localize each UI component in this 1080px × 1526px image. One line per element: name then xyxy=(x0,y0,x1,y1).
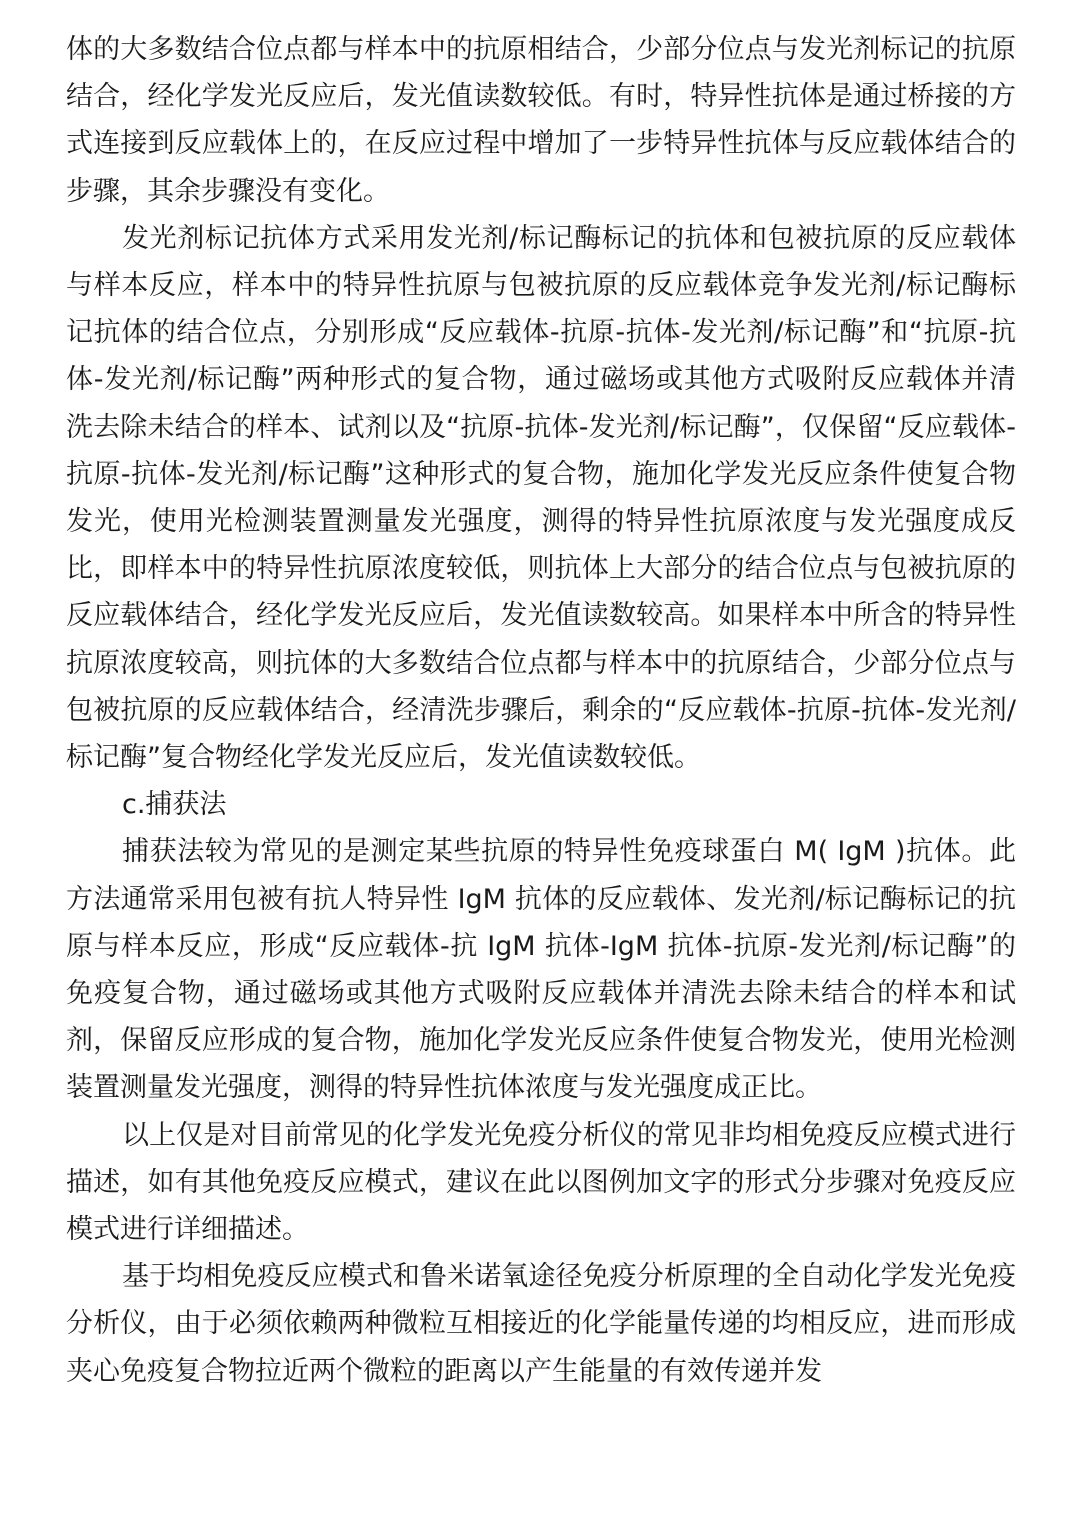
document-page xyxy=(66,26,1016,1395)
paragraph-5: 基于均相免疫反应模式和鲁米诺氧途径免疫分析原理的全自动化学发光免疫分析仪，由于必须依赖两种微粒互相接近的化学能量传递的均相反应，进而形成夹心免疫复合物拉近两个微粒的距离以产生能量的有效传递并发 xyxy=(66,1261,1016,1387)
section-heading-capture-method: c.捕获法 xyxy=(122,789,227,821)
paragraph-1: 体的大多数结合位点都与样本中的抗原相结合，少部分位点与发光剂标记的抗原结合，经化学发光反应后，发光值读数较低。有时，特异性抗体是通过桥接的方式连接到反应载体上的，在反应过程中增加了一步特异性抗体与反应载体结合的步骤，其余步骤没有变化。 xyxy=(66,34,1016,207)
paragraph-2: 发光剂标记抗体方式采用发光剂/标记酶标记的抗体和包被抗原的反应载体与样本反应，样本中的特异性抗原与包被抗原的反应载体竞争发光剂/标记酶标记抗体的结合位点，分别形成“反应载体-抗原-抗体-发光剂/标记酶”和“抗原-抗体-发光剂/标记酶”两种形式的复合物，通过磁场或其他方式吸附反应载体并清洗去除未结合的样本、试剂以及“抗原-抗体-发光剂/标记酶”，仅保留“反应载体-抗原-抗体-发光剂/标记酶”这种形式的复合物，施加化学发光反应条件使复合物发光，使用光检测装置测量发光强度，测得的特异性抗原浓度与发光强度成反比，即样本中的特异性抗原浓度较低，则抗体上大部分的结合位点与包被抗原的反应载体结合，经化学发光反应后，发光值读数较高。如果样本中所含的特异性抗原浓度较高，则抗体的大多数结合位点都与样本中的抗原结合，少部分位点与包被抗原的反应载体结合，经清洗步骤后，剩余的“反应载体-抗原-抗体-发光剂/标记酶”复合物经化学发光反应后，发光值读数较低。 xyxy=(66,222,1016,774)
paragraph-4: 以上仅是对目前常见的化学发光免疫分析仪的常见非均相免疫反应模式进行描述，如有其他免疫反应模式，建议在此以图例加文字的形式分步骤对免疫反应模式进行详细描述。 xyxy=(66,1119,1016,1246)
paragraph-3: 捕获法较为常见的是测定某些抗原的特异性免疫球蛋白 M( IgM )抗体。此方法通常采用包被有抗人特异性 IgM 抗体的反应载体、发光剂/标记酶标记的抗原与样本反应，形成“反应载体-抗 IgM 抗体-IgM 抗体-抗原-发光剂/标记酶”的免疫复合物，通过磁场或其他方式吸附反应载体并清洗去除未结合的样本和试剂，保留反应形成的复合物，施加化学发光反应条件使复合物发光，使用光检测装置测量发光强度，测得的特异性抗体浓度与发光强度成正比。 xyxy=(66,836,1016,1104)
